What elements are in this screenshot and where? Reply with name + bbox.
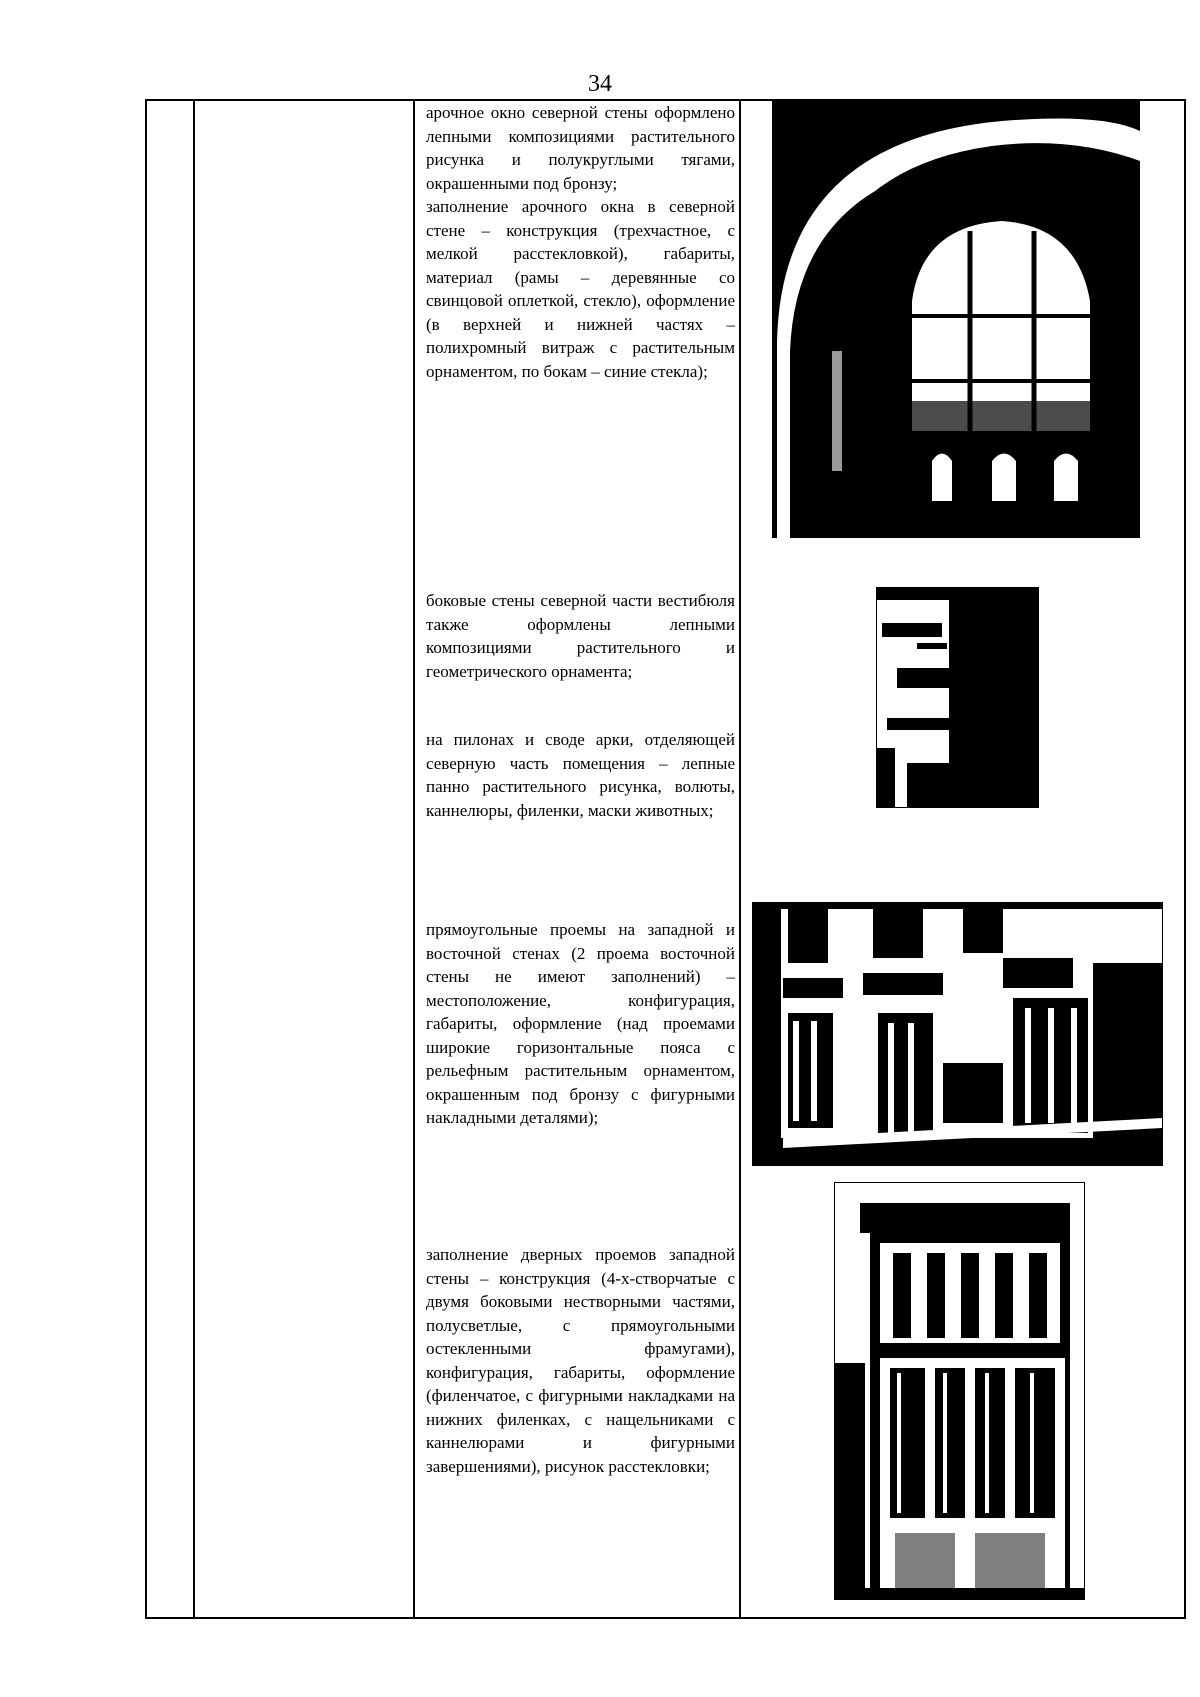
description-side-walls bbox=[426, 589, 735, 683]
column-divider-3 bbox=[739, 101, 741, 1617]
column-divider-2 bbox=[413, 101, 415, 1617]
paragraph: заполнение арочного окна в северной стене – конструкция (трехчастное, с мелкой расстекловкой), габариты, материал (рамы – деревянные со свинцовой оплеткой, стекло), оформление (в верхней и нижней частях – полихромный витраж с растительным орнаментом, по бокам – синие стекла); bbox=[426, 197, 735, 381]
description-rectangular-openings bbox=[426, 918, 735, 1130]
description-door-fillings bbox=[426, 1243, 735, 1478]
page-number: 34 bbox=[588, 71, 612, 97]
photo-side-wall bbox=[876, 587, 1039, 808]
paragraph: на пилонах и своде арки, отделяющей северную часть помещения – лепные панно растительного рисунка, волюты, каннелюры, филенки, маски животных; bbox=[426, 730, 735, 820]
paragraph: прямоугольные проемы на западной и восточной стенах (2 проема восточной стены не имеют заполнений) – местоположение, конфигурация, габариты, оформление (над проемами широкие горизонтальные пояса с рельефным растительным орнаментом, окрашенным под бронзу с фигурными накладными деталями); bbox=[426, 920, 735, 1127]
description-arched-window bbox=[426, 101, 735, 383]
paragraph: боковые стены северной части вестибюля также оформлены лепными композициями растительного и геометрического орнамента; bbox=[426, 591, 735, 681]
photo-rectangular-openings bbox=[752, 902, 1163, 1166]
column-divider-1 bbox=[193, 101, 195, 1617]
photo-door bbox=[834, 1182, 1085, 1600]
paragraph: арочное окно северной стены оформлено лепными композициями растительного рисунка и полукруглыми тягами, окрашенными под бронзу; bbox=[426, 103, 735, 193]
photo-arched-window bbox=[772, 101, 1140, 538]
paragraph: заполнение дверных проемов западной стены – конструкция (4-х-створчатые с двумя боковыми нестворными частями, полусветлые, с прямоугольными остекленными фрамугами), конфигурация, габариты, оформление (филенчатое, с фигурными накладками на нижних филенках, с нащельниками с каннелюрами и фигурными завершениями), рисунок расстекловки; bbox=[426, 1245, 735, 1476]
description-pylons-arch bbox=[426, 728, 735, 822]
